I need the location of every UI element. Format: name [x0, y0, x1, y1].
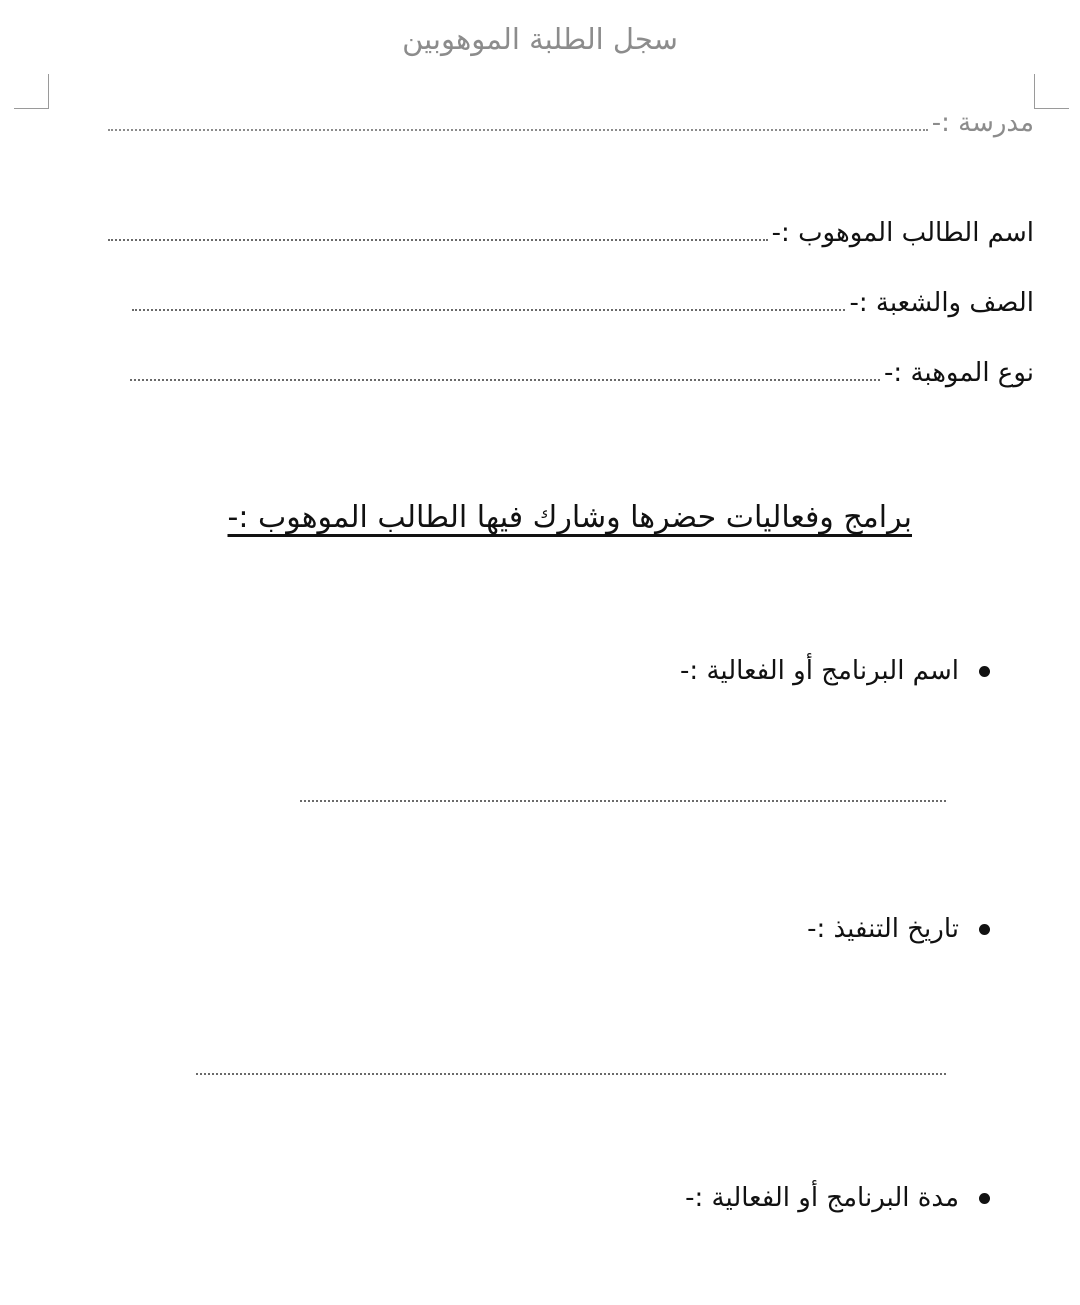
bullet-icon [979, 666, 990, 677]
bullet-icon [979, 924, 990, 935]
student-name-dotted-line [108, 237, 768, 241]
talent-type-field [130, 358, 1034, 388]
list-item-program-name [680, 656, 990, 686]
section-heading: برامج وفعاليات حضرها وشارك فيها الطالب الموهوب :- [227, 500, 912, 535]
school-field [108, 108, 1034, 138]
execution-date-dotted-line [196, 1073, 946, 1075]
student-name-field [108, 218, 1034, 248]
page-title: سجل الطلبة الموهوبين [402, 22, 678, 56]
list-item-label: تاريخ التنفيذ :- [807, 914, 959, 944]
grade-section-label: الصف والشعبة :- [849, 288, 1034, 318]
student-name-label: اسم الطالب الموهوب :- [771, 218, 1034, 248]
grade-section-dotted-line [132, 307, 845, 311]
list-item-program-duration [685, 1183, 990, 1213]
school-label: مدرسة :- [931, 108, 1034, 138]
program-name-dotted-line [300, 800, 946, 802]
school-dotted-line [108, 127, 928, 131]
crop-mark-left [14, 74, 49, 109]
talent-type-label: نوع الموهبة :- [884, 358, 1034, 388]
list-item-execution-date [807, 914, 990, 944]
grade-section-field [132, 288, 1034, 318]
list-item-label: اسم البرنامج أو الفعالية :- [680, 656, 959, 686]
crop-mark-right [1034, 74, 1069, 109]
list-item-label: مدة البرنامج أو الفعالية :- [685, 1183, 959, 1213]
bullet-icon [979, 1193, 990, 1204]
talent-type-dotted-line [130, 377, 880, 381]
